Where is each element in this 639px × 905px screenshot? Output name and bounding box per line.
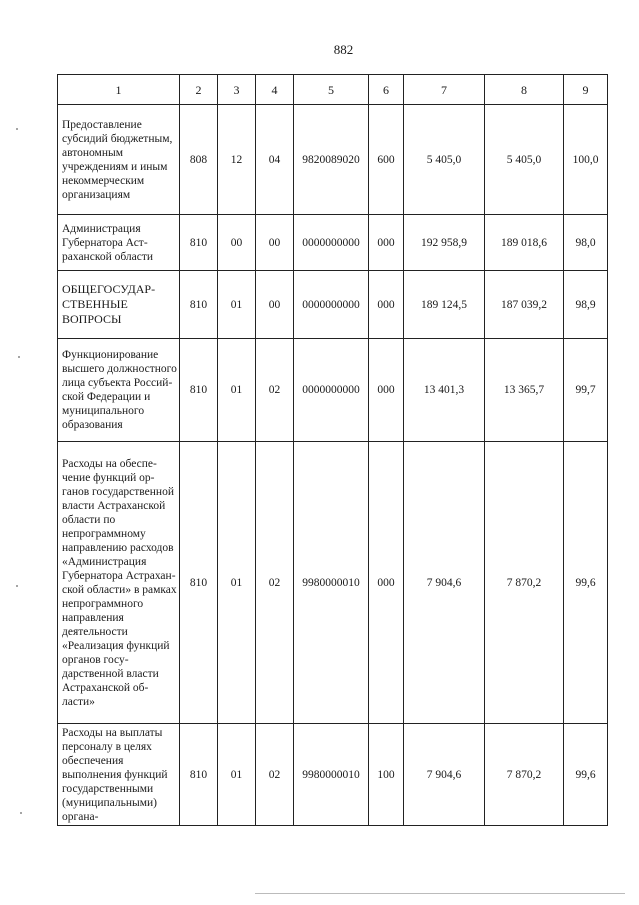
header-cell: 8	[485, 75, 564, 105]
cell-executed: 189 018,6	[485, 215, 564, 271]
cell-expense-type: 000	[369, 339, 404, 442]
cell-expense-type: 600	[369, 105, 404, 215]
header-cell: 7	[404, 75, 485, 105]
row-description: Функционирование высшего должностного лица субъекта Российской Федерации и муниципального образования	[58, 339, 180, 442]
cell-target-article: 9820089020	[294, 105, 369, 215]
header-cell: 9	[564, 75, 608, 105]
row-description: Предоставление субсидий бюджетным, автономным учреждениям и иным некоммерческим организациям	[58, 105, 180, 215]
cell-executed: 7 870,2	[485, 442, 564, 724]
cell-target-article: 9980000010	[294, 442, 369, 724]
scan-speck	[20, 812, 22, 814]
header-cell: 2	[180, 75, 218, 105]
header-cell: 3	[218, 75, 256, 105]
cell-expense-type: 000	[369, 442, 404, 724]
header-row	[58, 75, 608, 105]
cell-section: 01	[218, 442, 256, 724]
cell-percent: 100,0	[564, 105, 608, 215]
cell-subsection: 00	[256, 271, 294, 339]
header-cell: 1	[58, 75, 180, 105]
budget-table	[57, 74, 608, 826]
header-cell: 4	[256, 75, 294, 105]
table-row	[58, 339, 608, 442]
cell-admin-code: 810	[180, 271, 218, 339]
cell-target-article: 0000000000	[294, 271, 369, 339]
cell-percent: 99,7	[564, 339, 608, 442]
cell-planned: 13 401,3	[404, 339, 485, 442]
cell-expense-type: 000	[369, 215, 404, 271]
cell-admin-code: 810	[180, 339, 218, 442]
cell-expense-type: 000	[369, 271, 404, 339]
scan-speck	[16, 585, 18, 587]
cell-section: 01	[218, 339, 256, 442]
cell-admin-code: 810	[180, 215, 218, 271]
cell-section: 00	[218, 215, 256, 271]
cell-planned: 7 904,6	[404, 724, 485, 826]
table-row	[58, 105, 608, 215]
cell-executed: 7 870,2	[485, 724, 564, 826]
scan-speck	[16, 128, 18, 130]
page-number: 882	[333, 42, 354, 57]
scan-edge-line	[255, 893, 625, 894]
cell-subsection: 04	[256, 105, 294, 215]
cell-expense-type: 100	[369, 724, 404, 826]
cell-section: 01	[218, 271, 256, 339]
cell-planned: 189 124,5	[404, 271, 485, 339]
cell-section: 12	[218, 105, 256, 215]
cell-admin-code: 810	[180, 724, 218, 826]
cell-planned: 5 405,0	[404, 105, 485, 215]
cell-target-article: 0000000000	[294, 215, 369, 271]
cell-subsection: 02	[256, 339, 294, 442]
cell-executed: 13 365,7	[485, 339, 564, 442]
cell-executed: 187 039,2	[485, 271, 564, 339]
header-cell: 6	[369, 75, 404, 105]
table-row	[58, 724, 608, 826]
cell-subsection: 00	[256, 215, 294, 271]
cell-percent: 98,0	[564, 215, 608, 271]
cell-percent: 99,6	[564, 442, 608, 724]
table-row	[58, 442, 608, 724]
cell-admin-code: 808	[180, 105, 218, 215]
header-cell: 5	[294, 75, 369, 105]
cell-planned: 7 904,6	[404, 442, 485, 724]
row-description: Расходы на выплаты персоналу в целях обеспечения выполнения функций государственными (муниципальными) органа-	[58, 724, 180, 826]
cell-section: 01	[218, 724, 256, 826]
table-row	[58, 271, 608, 339]
cell-percent: 99,6	[564, 724, 608, 826]
cell-executed: 5 405,0	[485, 105, 564, 215]
row-description: Администрация Губернатора Астраханской области	[58, 215, 180, 271]
cell-planned: 192 958,9	[404, 215, 485, 271]
cell-subsection: 02	[256, 442, 294, 724]
cell-target-article: 9980000010	[294, 724, 369, 826]
cell-percent: 98,9	[564, 271, 608, 339]
table-row	[58, 215, 608, 271]
cell-subsection: 02	[256, 724, 294, 826]
row-description: Расходы на обеспечение функций органов государственной власти Астраханской области по непрограммному направлению расходов «Администрация Губернатора Астраханской области» в рамках непрограммного направления деятельности «Реализация функций органов государственной власти Астраханской области»	[58, 442, 180, 724]
row-description: ОБЩЕГОСУДАРСТВЕННЫЕ ВОПРОСЫ	[58, 271, 180, 339]
cell-admin-code: 810	[180, 442, 218, 724]
scan-speck	[18, 356, 20, 358]
cell-target-article: 0000000000	[294, 339, 369, 442]
